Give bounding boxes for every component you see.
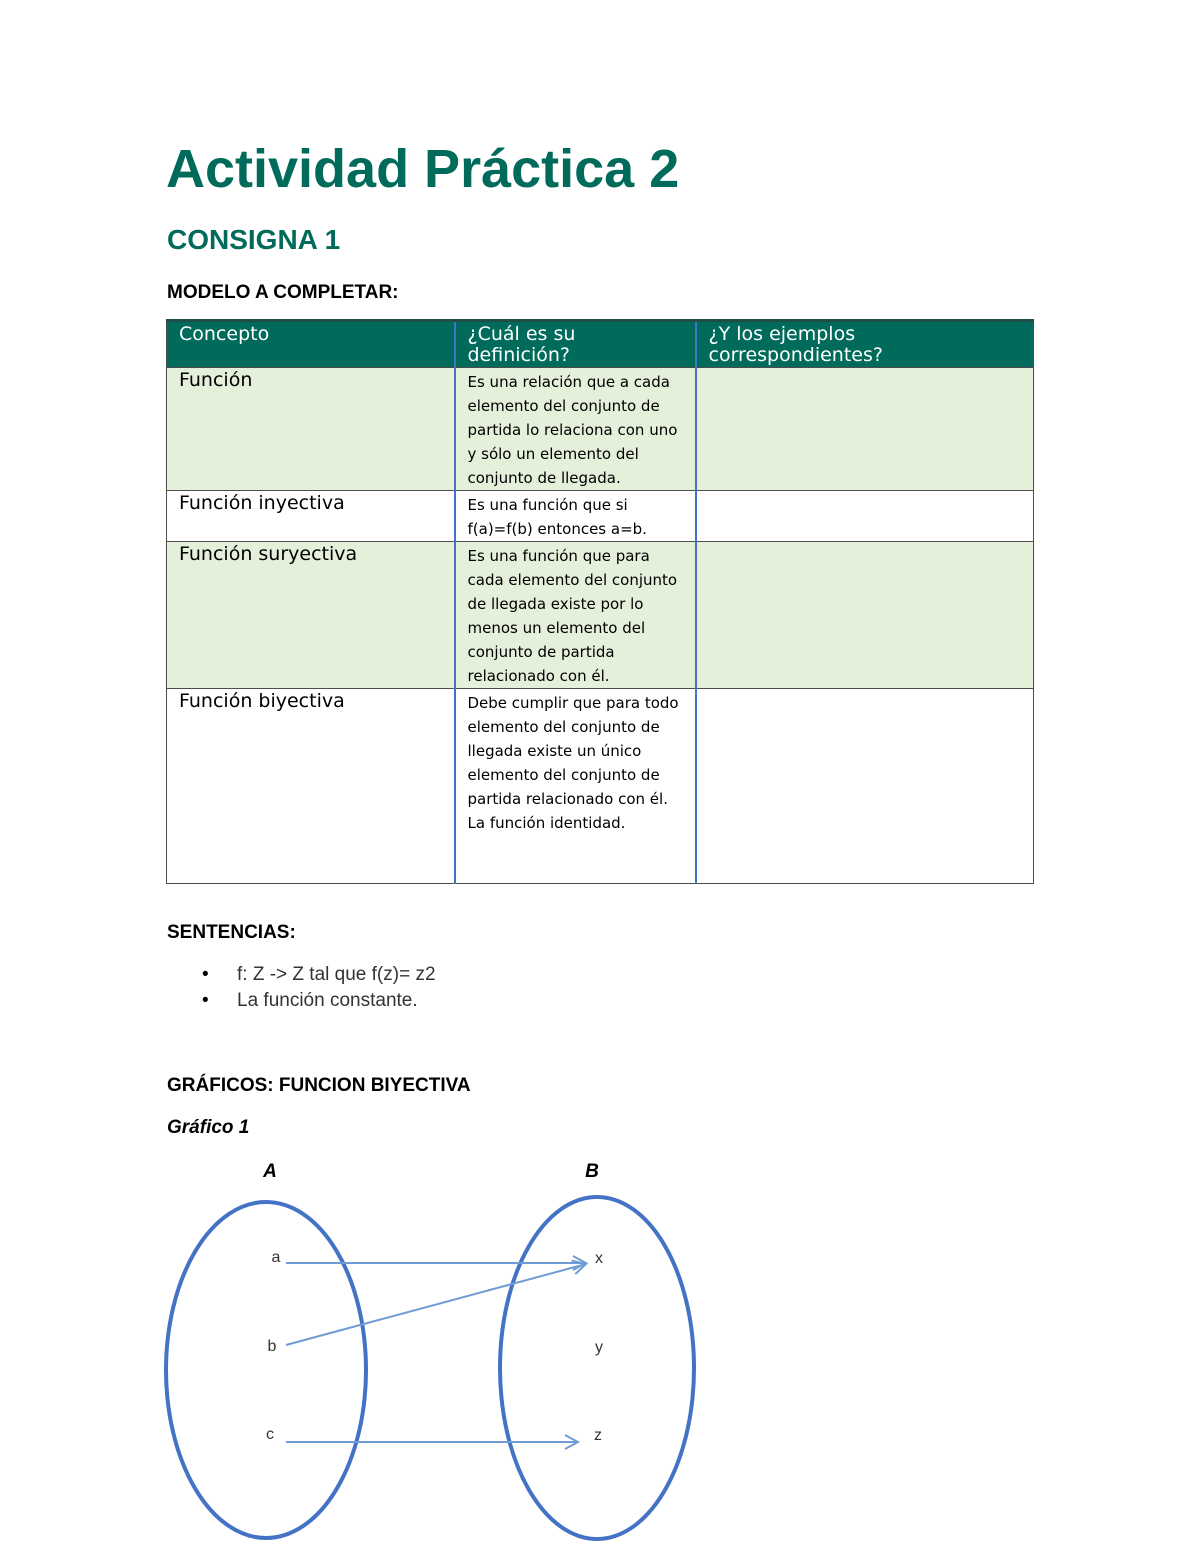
definition-cell: Es una relación que a cada elemento del conjunto de partida lo relaciona con uno y sólo un elemento del conjunto de llegada. (455, 368, 696, 491)
element-z: z (594, 1427, 602, 1444)
set-a-label: A (263, 1161, 277, 1182)
concept-cell: Función suryectiva (167, 542, 455, 689)
sentence-text: La función constante. (237, 990, 418, 1011)
element-x: x (595, 1250, 603, 1267)
concept-cell: Función inyectiva (167, 491, 455, 542)
column-header-definition: ¿Cuál es su definición? (455, 321, 696, 368)
sentence-text: f: Z -> Z tal que f(z)= z2 (237, 964, 436, 985)
bullet-icon: • (202, 990, 209, 1011)
set-b-label: B (585, 1161, 599, 1182)
column-header-concept: Concepto (167, 321, 455, 368)
model-label: MODELO A COMPLETAR: (167, 282, 399, 303)
sentences-label: SENTENCIAS: (167, 922, 296, 943)
definition-example-text: La función identidad. (467, 814, 626, 832)
concept-cell: Función biyectiva (167, 689, 455, 884)
element-y: y (595, 1339, 603, 1356)
element-b: b (267, 1338, 277, 1355)
column-header-examples: ¿Y los ejemplos correspondientes? (696, 321, 1034, 368)
mapping-arrow-b-x (286, 1264, 586, 1345)
page-title: Actividad Práctica 2 (166, 139, 680, 199)
definition-cell: Es una función que si f(a)=f(b) entonces a=b. (455, 491, 696, 542)
section-title: CONSIGNA 1 (167, 224, 341, 255)
set-b-ellipse (500, 1197, 694, 1539)
graphs-label: GRÁFICOS: FUNCION BIYECTIVA (167, 1075, 471, 1096)
concept-cell: Función (167, 368, 455, 491)
set-a-ellipse (166, 1202, 366, 1538)
element-a: a (271, 1249, 281, 1266)
bullet-icon: • (202, 964, 209, 985)
graph-1-label: Gráfico 1 (167, 1117, 250, 1138)
definition-text: Debe cumplir que para todo elemento del conjunto de llegada existe un único elemento del conjunto de partida relacionado con él. (467, 694, 679, 808)
element-c: c (266, 1426, 274, 1443)
definition-cell: Es una función que para cada elemento del conjunto de llegada existe por lo menos un elemento del conjunto de partida relacionado con él. (455, 542, 696, 689)
